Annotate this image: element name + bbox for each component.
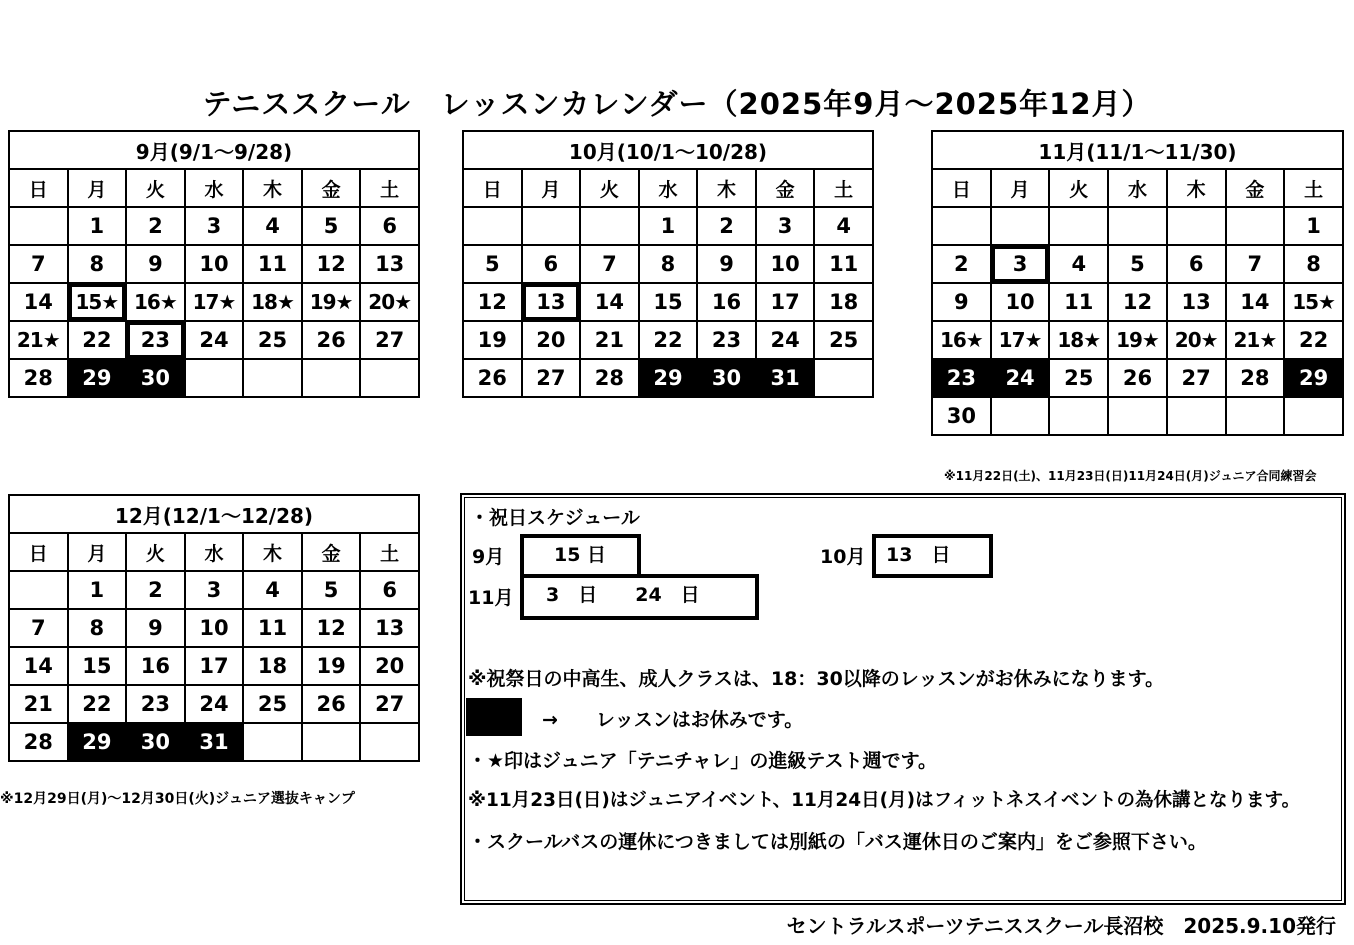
event-note: ※11月23日(日)はジュニアイベント、11月24日(月)はフィットネスイベントの為休講となります。 [468,790,1301,811]
empty-day-cell [302,359,361,397]
day-cell: 22 [639,321,698,359]
day-cell: 17 [756,283,815,321]
day-cell: 9 [126,609,185,647]
empty-day-cell [1108,397,1167,435]
day-cell: 8 [68,609,127,647]
weekday-cell: 土 [360,533,419,571]
day-cell: 21★ [1226,321,1285,359]
empty-day-cell [580,207,639,245]
day-cell: 2 [932,245,991,283]
day-cell: 4 [243,207,302,245]
weekday-cell: 金 [302,169,361,207]
day-cell: 23 [126,321,185,359]
day-cell: 8 [639,245,698,283]
weekday-cell: 月 [522,169,581,207]
day-cell: 28 [1226,359,1285,397]
day-cell: 11 [243,609,302,647]
calendar-header: 9月(9/1～9/28) [9,131,419,169]
calendar-october [462,130,874,398]
day-cell: 30 [126,359,185,397]
day-cell: 29 [68,359,127,397]
day-cell: 6 [360,207,419,245]
day-cell: 1 [1284,207,1343,245]
weekday-cell: 土 [814,169,873,207]
day-cell: 4 [814,207,873,245]
empty-day-cell [932,207,991,245]
day-cell: 30 [126,723,185,761]
day-cell: 5 [1108,245,1167,283]
day-cell: 7 [9,245,68,283]
weekday-cell: 木 [697,169,756,207]
day-cell: 27 [360,685,419,723]
day-cell: 3 [991,245,1050,283]
day-cell: 16★ [126,283,185,321]
day-cell: 19★ [1108,321,1167,359]
day-cell: 9 [697,245,756,283]
day-cell: 15★ [1284,283,1343,321]
weekday-cell: 水 [185,533,244,571]
day-cell: 16★ [932,321,991,359]
day-cell: 5 [302,207,361,245]
day-cell: 27 [360,321,419,359]
day-cell: 15 [68,647,127,685]
day-cell: 2 [126,207,185,245]
day-cell: 3 [185,571,244,609]
day-cell: 5 [302,571,361,609]
closed-legend-swatch [466,698,522,736]
empty-day-cell [991,397,1050,435]
weekday-cell: 火 [1049,169,1108,207]
day-cell: 26 [302,685,361,723]
day-cell: 25 [814,321,873,359]
september-holiday-label: 9月 [472,546,505,568]
calendar-november [931,130,1344,436]
september-holiday-dates [520,534,641,578]
day-cell: 24 [756,321,815,359]
day-cell: 19 [302,647,361,685]
weekday-cell: 日 [463,169,522,207]
weekday-cell: 月 [991,169,1050,207]
day-cell: 24 [185,685,244,723]
day-cell: 3 [185,207,244,245]
day-cell: 17★ [991,321,1050,359]
weekday-cell: 月 [68,533,127,571]
weekday-cell: 水 [1108,169,1167,207]
weekday-cell: 火 [126,169,185,207]
empty-day-cell [463,207,522,245]
day-cell: 11 [1049,283,1108,321]
october-holiday-label: 10月 [820,546,866,568]
day-cell: 2 [126,571,185,609]
weekday-cell: 金 [1226,169,1285,207]
weekday-cell: 火 [580,169,639,207]
day-cell: 18★ [243,283,302,321]
day-cell: 10 [756,245,815,283]
day-cell: 28 [9,359,68,397]
day-cell: 7 [580,245,639,283]
day-cell: 30 [932,397,991,435]
october-holiday-dates [872,534,993,578]
day-cell: 10 [991,283,1050,321]
september-holiday-dates-text: 15 日 [554,544,607,566]
day-cell: 15 [639,283,698,321]
day-cell: 25 [243,685,302,723]
day-cell: 20 [522,321,581,359]
day-cell: 12 [302,245,361,283]
day-cell: 4 [1049,245,1108,283]
weekday-cell: 月 [68,169,127,207]
day-cell: 19★ [302,283,361,321]
day-cell: 11 [814,245,873,283]
calendar-header: 10月(10/1～10/28) [463,131,873,169]
day-cell: 30 [697,359,756,397]
day-cell: 25 [243,321,302,359]
day-cell: 8 [68,245,127,283]
day-cell: 6 [360,571,419,609]
day-cell: 24 [185,321,244,359]
day-cell: 21★ [9,321,68,359]
day-cell: 28 [580,359,639,397]
day-cell: 20★ [1167,321,1226,359]
day-cell: 1 [68,207,127,245]
day-cell: 10 [185,245,244,283]
day-cell: 1 [639,207,698,245]
day-cell: 25 [1049,359,1108,397]
day-cell: 18 [243,647,302,685]
day-cell: 22 [68,321,127,359]
day-cell: 29 [68,723,127,761]
closed-legend-text: → レッスンはお休みです。 [542,709,804,731]
empty-day-cell [522,207,581,245]
day-cell: 23 [126,685,185,723]
day-cell: 29 [639,359,698,397]
november-holiday-dates [520,574,759,620]
day-cell: 12 [1108,283,1167,321]
day-cell: 7 [1226,245,1285,283]
empty-day-cell [1108,207,1167,245]
day-cell: 1 [68,571,127,609]
weekday-cell: 金 [756,169,815,207]
day-cell: 4 [243,571,302,609]
weekday-cell: 水 [639,169,698,207]
day-cell: 31 [756,359,815,397]
november-note: ※11月22日(土)、11月23日(日)11月24日(月)ジュニア合同練習会 [944,469,1317,483]
empty-day-cell [243,359,302,397]
day-cell: 18 [814,283,873,321]
page-title: テニススクール レッスンカレンダー（2025年9月～2025年12月） [202,87,1152,121]
weekday-cell: 木 [243,533,302,571]
day-cell: 14 [9,283,68,321]
calendar-september [8,130,420,398]
empty-day-cell [9,571,68,609]
day-cell: 12 [463,283,522,321]
day-cell: 29 [1284,359,1343,397]
day-cell: 17 [185,647,244,685]
day-cell: 21 [9,685,68,723]
november-holiday-label: 11月 [468,587,514,609]
day-cell: 20 [360,647,419,685]
calendar-header: 12月(12/1～12/28) [9,495,419,533]
day-cell: 6 [1167,245,1226,283]
empty-day-cell [9,207,68,245]
day-cell: 26 [302,321,361,359]
day-cell: 6 [522,245,581,283]
empty-day-cell [1167,207,1226,245]
footer-publisher: セントラルスポーツテニススクール長沼校 2025.9.10発行 [786,914,1336,938]
day-cell: 12 [302,609,361,647]
empty-day-cell [360,723,419,761]
day-cell: 13 [522,283,581,321]
weekday-cell: 日 [9,533,68,571]
empty-day-cell [1049,207,1108,245]
day-cell: 22 [1284,321,1343,359]
weekday-cell: 日 [9,169,68,207]
day-cell: 10 [185,609,244,647]
day-cell: 27 [1167,359,1226,397]
weekday-cell: 水 [185,169,244,207]
december-note: ※12月29日(月)～12月30日(火)ジュニア選抜キャンプ [0,791,355,807]
day-cell: 5 [463,245,522,283]
empty-day-cell [814,359,873,397]
day-cell: 16 [697,283,756,321]
day-cell: 15★ [68,283,127,321]
empty-day-cell [243,723,302,761]
star-note: ・★印はジュニア「テニチャレ」の進級テスト週です。 [468,750,938,772]
calendar-header: 11月(11/1～11/30) [932,131,1343,169]
empty-day-cell [360,359,419,397]
empty-day-cell [1049,397,1108,435]
day-cell: 2 [697,207,756,245]
empty-day-cell [1226,207,1285,245]
day-cell: 18★ [1049,321,1108,359]
empty-day-cell [302,723,361,761]
day-cell: 13 [360,609,419,647]
day-cell: 16 [126,647,185,685]
empty-day-cell [991,207,1050,245]
day-cell: 27 [522,359,581,397]
day-cell: 23 [932,359,991,397]
day-cell: 19 [463,321,522,359]
october-holiday-dates-text: 13 日 [886,544,951,566]
november-holiday-dates-text: 3 日 24 日 [546,584,700,606]
day-cell: 11 [243,245,302,283]
day-cell: 14 [580,283,639,321]
day-cell: 24 [991,359,1050,397]
day-cell: 28 [9,723,68,761]
day-cell: 21 [580,321,639,359]
day-cell: 20★ [360,283,419,321]
day-cell: 13 [360,245,419,283]
holiday-class-note: ※祝祭日の中高生、成人クラスは、18：30以降のレッスンがお休みになります。 [468,668,1165,690]
day-cell: 7 [9,609,68,647]
day-cell: 13 [1167,283,1226,321]
weekday-cell: 日 [932,169,991,207]
day-cell: 3 [756,207,815,245]
empty-day-cell [1284,397,1343,435]
day-cell: 26 [1108,359,1167,397]
day-cell: 14 [1226,283,1285,321]
calendar-december [8,494,420,762]
weekday-cell: 土 [1284,169,1343,207]
weekday-cell: 木 [243,169,302,207]
day-cell: 14 [9,647,68,685]
holiday-schedule-heading: ・祝日スケジュール [470,507,640,529]
day-cell: 8 [1284,245,1343,283]
day-cell: 9 [126,245,185,283]
weekday-cell: 木 [1167,169,1226,207]
weekday-cell: 火 [126,533,185,571]
day-cell: 23 [697,321,756,359]
day-cell: 31 [185,723,244,761]
weekday-cell: 土 [360,169,419,207]
day-cell: 22 [68,685,127,723]
empty-day-cell [1167,397,1226,435]
empty-day-cell [185,359,244,397]
day-cell: 26 [463,359,522,397]
bus-note: ・スクールバスの運休につきましては別紙の「バス運休日のご案内」をご参照下さい。 [468,831,1207,853]
weekday-cell: 金 [302,533,361,571]
day-cell: 17★ [185,283,244,321]
day-cell: 9 [932,283,991,321]
empty-day-cell [1226,397,1285,435]
